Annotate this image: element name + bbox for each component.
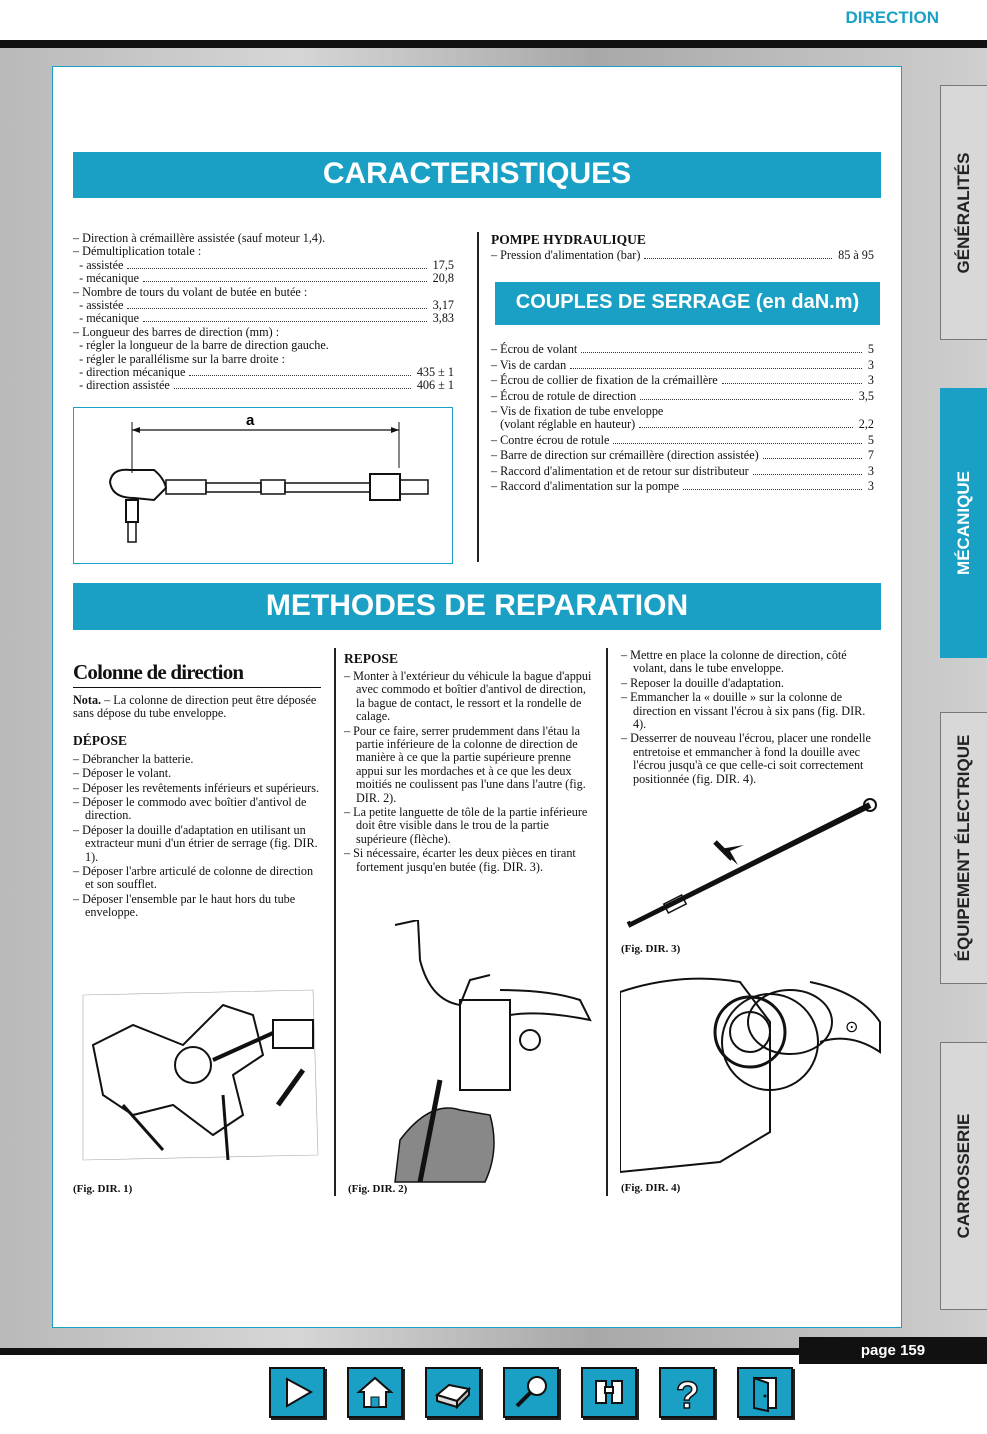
exit-icon xyxy=(739,1369,791,1416)
pump-row xyxy=(491,249,874,262)
pump-value: 85 à 95 xyxy=(838,248,874,262)
spec-label: - direction mécanique xyxy=(73,365,186,380)
leader-dots xyxy=(639,419,853,428)
figure-dir4-caption: (Fig. DIR. 4) xyxy=(621,1182,681,1194)
pump-title: POMPE HYDRAULIQUE xyxy=(491,232,646,247)
spec-row xyxy=(73,232,454,245)
torque-value: 5 xyxy=(867,432,874,447)
figure-dir1-image xyxy=(73,985,321,1165)
search-button[interactable] xyxy=(503,1367,559,1418)
torque-label: (volant réglable en hauteur) xyxy=(491,417,636,432)
characteristics-title: CARACTERISTIQUES xyxy=(73,152,881,198)
leader-dots xyxy=(722,375,862,384)
figure-dir3-image xyxy=(620,797,880,937)
spec-value: 20,8 xyxy=(432,271,454,286)
step-text: – Monter à l'extérieur du véhicule la bague d'appui avec commodo et boîtier d'antivol de direction, la bague de contact, le ressort et la rondelle de calage. xyxy=(344,669,592,724)
column-divider xyxy=(477,232,479,562)
page-number: page 159 xyxy=(799,1337,987,1364)
figure-dir2-caption: (Fig. DIR. 2) xyxy=(348,1183,408,1195)
torque-label: – Raccord d'alimentation sur la pompe xyxy=(491,479,680,494)
torque-label: – Vis de fixation de tube enveloppe xyxy=(491,404,664,418)
step-text: – Si nécessaire, écarter les deux pièces en tirant fortement jusqu'en butée (fig. DIR. 3). xyxy=(344,846,576,874)
leader-dots xyxy=(640,391,853,400)
leader-dots xyxy=(127,300,426,309)
torque-row xyxy=(491,465,874,478)
torque-value: 3 xyxy=(867,357,874,372)
torque-label: – Écrou de collier de fixation de la crémaillère xyxy=(491,373,718,387)
torque-label: – Écrou de volant xyxy=(491,342,578,356)
depose-title: DÉPOSE xyxy=(73,732,128,748)
svg-text:?: ? xyxy=(676,1375,700,1416)
spec-value: 3,83 xyxy=(432,311,454,326)
spec-row xyxy=(73,286,454,299)
column-2 xyxy=(344,651,594,875)
home-button[interactable] xyxy=(347,1367,403,1418)
torque-value: 2,2 xyxy=(858,417,874,432)
depose-steps xyxy=(73,753,321,920)
help-button[interactable] xyxy=(659,1367,715,1418)
spec-label: - direction assistée xyxy=(73,378,170,393)
next-icon xyxy=(271,1369,323,1416)
spec-label: - assistée xyxy=(73,257,124,272)
torque-value: 3 xyxy=(867,373,874,387)
find-button[interactable] xyxy=(581,1367,637,1418)
spec-label: – Nombre de tours du volant de butée en butée : xyxy=(73,284,308,299)
tie-rod-diagram xyxy=(73,407,453,564)
torque-row xyxy=(491,405,874,418)
torque-row xyxy=(491,374,874,387)
leader-dots xyxy=(683,481,862,490)
column-1 xyxy=(73,660,321,921)
torque-value: 3 xyxy=(867,463,874,478)
step-text: – Mettre en place la colonne de direction, côté volant, dans le tube enveloppe. xyxy=(621,648,847,676)
spec-value: 3,17 xyxy=(432,298,454,313)
torque-label: – Raccord d'alimentation et de retour sur distributeur xyxy=(491,463,749,478)
spec-label: - assistée xyxy=(73,298,124,313)
spec-value: 435 ± 1 xyxy=(416,365,454,380)
figure-dir1-caption: (Fig. DIR. 1) xyxy=(73,1183,133,1195)
torque-row xyxy=(491,434,874,447)
leader-dots xyxy=(581,344,862,353)
step-text: – Reposer la douille d'adaptation. xyxy=(621,675,784,690)
figure-dir3-caption: (Fig. DIR. 3) xyxy=(621,943,681,955)
torque-label: – Vis de cardan xyxy=(491,357,567,372)
repose-steps xyxy=(344,670,594,874)
help-icon xyxy=(661,1369,713,1416)
print-button[interactable] xyxy=(425,1367,481,1418)
spec-row xyxy=(73,366,454,379)
torque-title: COUPLES DE SERRAGE (en daN.m) xyxy=(495,282,880,325)
torque-row xyxy=(491,480,874,493)
spec-value: 406 ± 1 xyxy=(416,378,454,393)
step-text: – Déposer l'arbre articulé de colonne de direction et son soufflet. xyxy=(73,864,314,892)
spec-row xyxy=(73,259,454,272)
repose-steps-continued xyxy=(621,649,871,786)
torque-value: 3,5 xyxy=(858,388,874,403)
torque-label: – Barre de direction sur crémaillère (direction assistée) xyxy=(491,448,759,463)
torque-row xyxy=(491,449,874,462)
step-text: – Déposer le commodo avec boîtier d'antivol de direction. xyxy=(73,795,307,823)
figure-dir4-image xyxy=(620,962,882,1174)
tab-generalites[interactable]: GÉNÉRALITÉS xyxy=(940,85,987,340)
spec-label: - mécanique xyxy=(73,311,139,326)
step-text: – Débrancher la batterie. xyxy=(73,751,194,766)
spec-row xyxy=(73,339,454,352)
spec-label: – Direction à crémaillère assistée (sauf moteur 1,4). xyxy=(73,231,326,245)
leader-dots xyxy=(763,450,862,459)
step-text: – Emmancher la « douille » sur la colonne de direction en vissant l'écrou à six pans (fig. DIR. 4). xyxy=(621,690,866,732)
pump-pressure xyxy=(491,249,874,262)
spec-label: - régler le parallélisme sur la barre droite : xyxy=(73,351,285,366)
spec-row xyxy=(73,379,454,392)
leader-dots xyxy=(143,273,427,282)
spec-label: - mécanique xyxy=(73,271,139,286)
torque-value: 5 xyxy=(867,342,874,356)
torque-label: – Écrou de rotule de direction xyxy=(491,388,637,403)
tab-equipement-electrique[interactable]: ÉQUIPEMENT ÉLECTRIQUE xyxy=(940,712,987,984)
leader-dots xyxy=(753,466,862,475)
leader-dots xyxy=(189,367,410,376)
leader-dots xyxy=(644,250,832,259)
home-icon xyxy=(349,1369,401,1416)
repose-title: REPOSE xyxy=(344,651,399,666)
leader-dots xyxy=(570,360,862,369)
spec-list xyxy=(73,232,454,393)
nota-text xyxy=(73,694,321,721)
spec-label: – Démultiplication totale : xyxy=(73,244,202,259)
section-header: DIRECTION xyxy=(845,8,939,27)
column-title: Colonne de direction xyxy=(73,660,321,688)
step-text: – Déposer la douille d'adaptation en utilisant un extracteur muni d'un étrier de serrage (fig. DIR. 1). xyxy=(73,822,318,864)
binoculars-icon xyxy=(583,1369,635,1416)
column-divider-2 xyxy=(334,648,336,1196)
print-icon xyxy=(427,1369,479,1416)
figure-dir2-image xyxy=(390,920,600,1185)
torque-value: 7 xyxy=(867,448,874,463)
search-icon xyxy=(505,1369,557,1416)
torque-row xyxy=(491,343,874,356)
spec-row xyxy=(73,326,454,339)
step-text: – Desserrer de nouveau l'écrou, placer une rondelle entretoise et emmancher à fond la douille avec l'écrou jusqu'à ce que celle-ci soit correctement positionnée (fig. DIR. 4). xyxy=(621,731,871,786)
step-text: – Pour ce faire, serrer prudemment dans l'étau la partie inférieure de la colonne de direction de manière à ce que la partie supérieure prenne appui sur les mordaches et à ce que les deux moitiés ne coulissent pas l'une dans l'autre (fig. DIR. 2). xyxy=(344,723,586,805)
spec-label: - régler la longueur de la barre de direction gauche. xyxy=(73,338,329,353)
column-3 xyxy=(621,649,871,787)
tab-carrosserie[interactable]: CARROSSERIE xyxy=(940,1042,987,1310)
step-text: – Déposer l'ensemble par le haut hors du tube enveloppe. xyxy=(73,891,296,920)
spec-value: 17,5 xyxy=(432,257,454,272)
step-text: – Déposer les revêtements inférieurs et supérieurs. xyxy=(73,780,320,795)
top-rule xyxy=(0,40,987,48)
spec-row xyxy=(73,312,454,325)
torque-row xyxy=(491,359,874,372)
torque-value: 3 xyxy=(867,479,874,494)
leader-dots xyxy=(174,380,411,389)
leader-dots xyxy=(143,313,427,322)
spec-row xyxy=(73,245,454,258)
exit-button[interactable] xyxy=(737,1367,793,1418)
step-text: – La petite languette de tôle de la partie inférieure doit être visible dans le trou de la partie supérieure (flèche). xyxy=(344,805,588,846)
methods-title: METHODES DE REPARATION xyxy=(73,583,881,630)
leader-dots xyxy=(127,260,426,269)
torque-row xyxy=(491,390,874,403)
svg-text:⊙: ⊙ xyxy=(845,1017,859,1036)
torque-label: – Contre écrou de rotule xyxy=(491,432,610,447)
pump-label: – Pression d'alimentation (bar) xyxy=(491,248,641,262)
torque-list xyxy=(491,343,874,496)
step-text: – Déposer le volant. xyxy=(73,766,172,781)
column-divider-3 xyxy=(606,648,608,1196)
dimension-label: a xyxy=(246,412,255,429)
leader-dots xyxy=(613,435,861,444)
nota-body: – La colonne de direction peut être déposée sans dépose du tube enveloppe. xyxy=(73,693,317,721)
spec-row xyxy=(73,272,454,285)
tab-mecanique[interactable]: MÉCANIQUE xyxy=(940,388,987,658)
next-page-button[interactable] xyxy=(269,1367,325,1418)
spec-row xyxy=(73,299,454,312)
torque-row xyxy=(491,418,874,431)
spec-row xyxy=(73,353,454,366)
nota-label: Nota. xyxy=(73,693,102,707)
spec-label: – Longueur des barres de direction (mm) : xyxy=(73,324,280,339)
